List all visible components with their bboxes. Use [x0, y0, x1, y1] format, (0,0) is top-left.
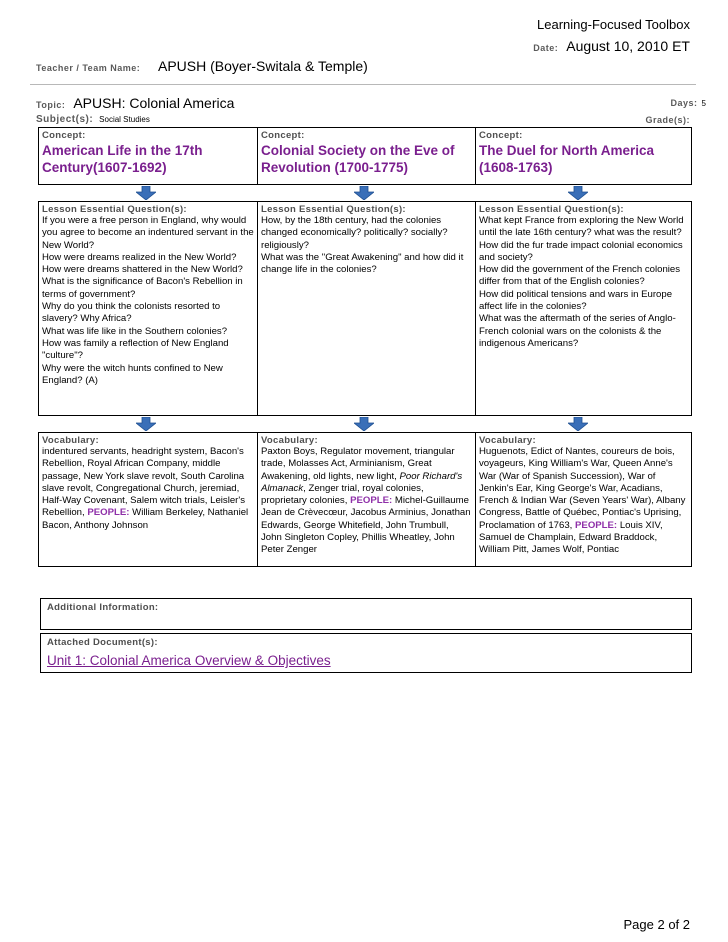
days-row	[671, 98, 706, 108]
days-label: Days:	[670, 98, 698, 108]
concept-cell-1	[39, 128, 257, 184]
people-label: PEOPLE:	[575, 519, 618, 531]
people-label: PEOPLE:	[350, 495, 393, 507]
concepts-box	[38, 127, 692, 185]
concept-cell-2	[257, 128, 475, 184]
topic-row	[36, 95, 234, 111]
vocab-terms: Huguenots, Edict of Nantes, coureurs de bois, voyageurs, King William's War, Queen Anne's War (War of Spanish Succession), War of Jenkin's Ear, King George's War, Acadians, French & Indian War (Seven Years' War), Albany Congress, Battle of Québec, Pontiac's Uprising, Proclamation of 1763,	[479, 446, 686, 531]
concept-title: The Duel for North America (1608-1763)	[479, 143, 655, 175]
toolbox-title: Learning-Focused Toolbox	[537, 17, 690, 32]
team-label: Teacher / Team Name:	[36, 63, 141, 73]
vocab-text	[479, 446, 688, 557]
down-arrow-icon	[354, 186, 374, 200]
attached-doc-link[interactable]: Unit 1: Colonial America Overview & Objectives	[47, 653, 331, 668]
vocab-terms-cont: , Zenger trial, royal colonies, proprietary colonies,	[261, 482, 424, 507]
question-cell-2	[257, 202, 475, 415]
additional-info-label: Additional Information:	[47, 602, 159, 613]
question-cell-3	[475, 202, 691, 415]
question-label: Lesson Essential Question(s):	[479, 204, 624, 215]
down-arrow-icon	[354, 417, 374, 431]
header-divider	[30, 84, 696, 85]
attached-docs-label: Attached Document(s):	[47, 637, 158, 648]
grades-row	[645, 110, 690, 128]
vocab-italic-term: Poor Richard's Almanack	[261, 470, 463, 494]
concept-title: American Life in the 17th Century(1607-1692)	[42, 143, 203, 175]
grades-label: Grade(s):	[645, 115, 690, 125]
people-list: Louis XIV, Samuel de Champlain, Edward Braddock, William Pitt, James Wolf, Pontiac	[479, 519, 663, 556]
concept-label: Concept:	[261, 130, 305, 141]
question-label: Lesson Essential Question(s):	[42, 204, 187, 215]
vocab-text	[261, 446, 472, 557]
team-row	[36, 58, 368, 74]
vocab-cell-2	[257, 433, 475, 566]
people-list: William Berkeley, Nathaniel Bacon, Anthony Johnson	[42, 507, 249, 531]
page-indicator: Page 2 of 2	[623, 917, 690, 932]
date-value: August 10, 2010 ET	[566, 38, 690, 54]
question-text: How, by the 18th century, had the colonies changed economically? politically? socially? religiously? What was the "Great Awakening" and how did it change life in the colonies?	[261, 215, 464, 276]
vocab-terms: Paxton Boys, Regulator movement, triangular trade, Molasses Act, Arminianism, Great Awakening, old lights, new light,	[261, 446, 455, 482]
date-label: Date:	[533, 43, 559, 53]
vocab-cell-1	[39, 433, 257, 566]
team-value: APUSH (Boyer-Switala & Temple)	[158, 58, 368, 74]
concept-title: Colonial Society on the Eve of Revolution (1700-1775)	[261, 143, 455, 175]
vocab-cell-3	[475, 433, 691, 566]
attached-docs-box	[40, 633, 692, 673]
additional-info-box	[40, 598, 692, 630]
people-label: PEOPLE:	[87, 507, 130, 519]
vocab-terms: indentured servants, headright system, Bacon's Rebellion, Royal African Company, middle passage, New York slave revolt, South Carolina slave revolt, Congregational Church, jeremiad, Half-Way Covenant, Salem witch trials, Leisler's Rebellion,	[42, 446, 246, 519]
date-row	[533, 38, 690, 54]
questions-box	[38, 201, 692, 416]
people-list: Michel-Guillaume Jean de Crèvecœur, Jacobus Arminius, Jonathan Edwards, George Whitefield, John Trumbull, John Singleton Copley, Phillis Wheatley, John Peter Zenger	[261, 495, 471, 556]
topic-value: APUSH: Colonial America	[73, 95, 235, 111]
days-value: 5	[701, 99, 706, 108]
question-text: What kept France from exploring the New World until the late 16th century? what was the result? How did the fur trade impact colonial economics and society? How did the government of the French colonies differ from that of the English colonies? How did political tensions and wars in Europe affect life in the colonies? What was the aftermath of the series of Anglo-French colonial wars on the colonists & the indigenous Americans?	[479, 215, 684, 349]
subject-row	[36, 114, 150, 125]
question-label: Lesson Essential Question(s):	[261, 204, 406, 215]
vocab-text	[42, 446, 254, 532]
down-arrow-icon	[136, 186, 156, 200]
concept-label: Concept:	[42, 130, 86, 141]
question-text: If you were a free person in England, why would you agree to become an indentured servant in the New World? How were dreams realized in the New World? How were dreams shattered in the New World? What is the significance of Bacon's Rebellion in terms of government? Why do you think the colonists resorted to slavery? Why Africa? What was life like in the Southern colonies? How was family a reflection of New England "culture"? Why were the witch hunts confined to New England? (A)	[42, 215, 254, 386]
down-arrow-icon	[568, 186, 588, 200]
down-arrow-icon	[136, 417, 156, 431]
concept-label: Concept:	[479, 130, 523, 141]
down-arrow-icon	[568, 417, 588, 431]
subject-value: Social Studies	[99, 115, 150, 124]
vocab-label: Vocabulary:	[261, 435, 318, 446]
concept-cell-3	[475, 128, 691, 184]
vocab-label: Vocabulary:	[42, 435, 99, 446]
subject-label: Subject(s):	[36, 114, 94, 125]
topic-label: Topic:	[36, 100, 66, 110]
vocabulary-box	[38, 432, 692, 567]
vocab-label: Vocabulary:	[479, 435, 536, 446]
question-cell-1	[39, 202, 257, 415]
